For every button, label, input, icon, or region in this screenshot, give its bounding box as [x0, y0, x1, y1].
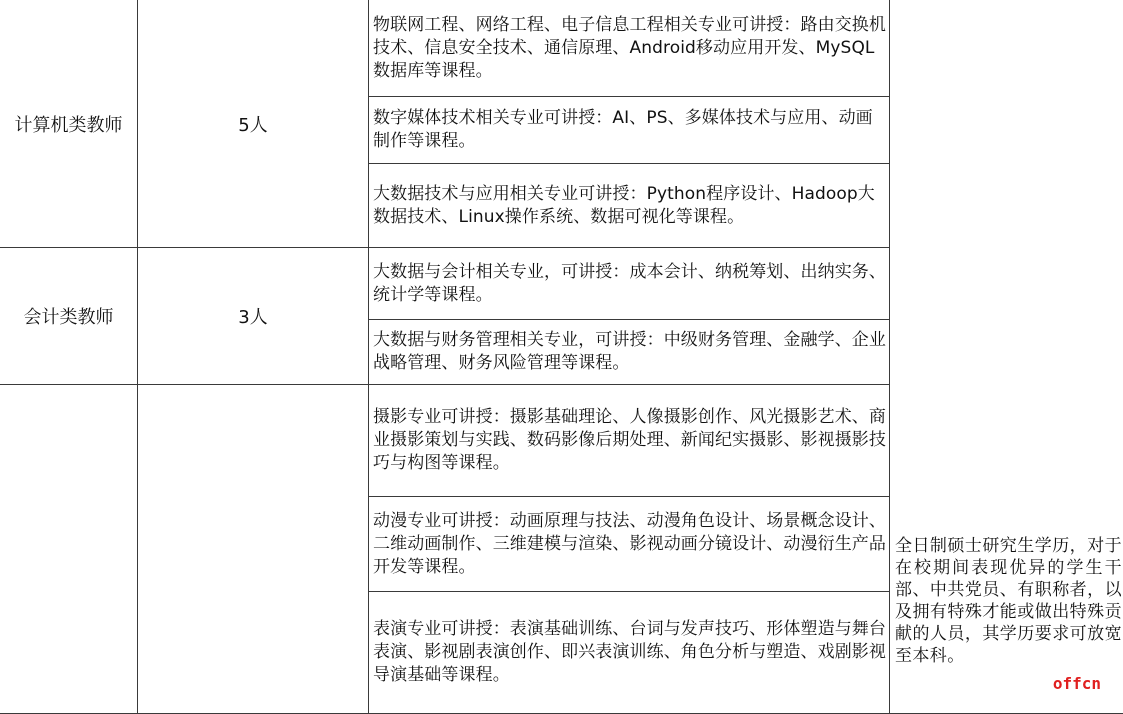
detail-text: 大数据技术与应用相关专业可讲授：Python程序设计、Hadoop大数据技术、Linux操作系统、数据可视化等课程。 [373, 183, 875, 227]
detail-text: 数字媒体技术相关专业可讲授：AI、PS、多媒体技术与应用、动画制作等课程。 [373, 108, 873, 151]
watermark: offcn [1052, 674, 1101, 693]
cell-requirement [889, 0, 1123, 714]
cell-detail-photography [368, 384, 890, 497]
detail-text: 摄影专业可讲授：摄影基础理论、人像摄影创作、风光摄影艺术、商业摄影策划与实践、数码影像后期处理、新闻纪实摄影、影视摄影技巧与构图等课程。 [373, 407, 886, 473]
cell-detail-performance [368, 591, 890, 714]
cell-detail-accounting-2 [368, 319, 890, 385]
cell-position-blank [0, 384, 138, 714]
detail-text: 物联网工程、网络工程、电子信息工程相关专业可讲授：路由交换机技术、信息安全技术、通信原理、Android移动应用开发、MySQL数据库等课程。 [373, 14, 886, 81]
requirement-note: 全日制硕士研究生学历，对于在校期间表现优异的学生干部、中共党员、有职称者，以及拥有特殊才能或做出特殊贡献的人员，其学历要求可放宽至本科。 [895, 536, 1122, 666]
cell-position-computer [0, 0, 138, 248]
position-label: 会计类教师 [23, 307, 114, 328]
cell-detail-computer-1 [368, 0, 890, 97]
detail-text: 大数据与会计相关专业，可讲授：成本会计、纳税筹划、出纳实务、统计学等课程。 [373, 261, 886, 305]
count-label: 5人 [238, 114, 268, 136]
cell-detail-accounting-1 [368, 247, 890, 320]
detail-text: 动漫专业可讲授：动画原理与技法、动漫角色设计、场景概念设计、二维动画制作、三维建模与渲染、影视动画分镜设计、动漫衍生产品开发等课程。 [373, 510, 886, 577]
cell-detail-animation [368, 496, 890, 592]
detail-text: 大数据与财务管理相关专业，可讲授：中级财务管理、金融学、企业战略管理、财务风险管理等课程。 [373, 330, 886, 373]
cell-count-blank [137, 384, 369, 714]
position-label: 计算机类教师 [14, 114, 123, 136]
cell-position-accounting [0, 247, 138, 385]
cell-detail-computer-2 [368, 96, 890, 164]
cell-count-accounting [137, 247, 369, 385]
detail-text: 表演专业可讲授：表演基础训练、台词与发声技巧、形体塑造与舞台表演、影视剧表演创作、即兴表演训练、角色分析与塑造、戏剧影视导演基础等课程。 [373, 619, 886, 685]
cell-detail-computer-3 [368, 163, 890, 248]
count-label: 3人 [238, 307, 268, 328]
cell-count-computer [137, 0, 369, 248]
